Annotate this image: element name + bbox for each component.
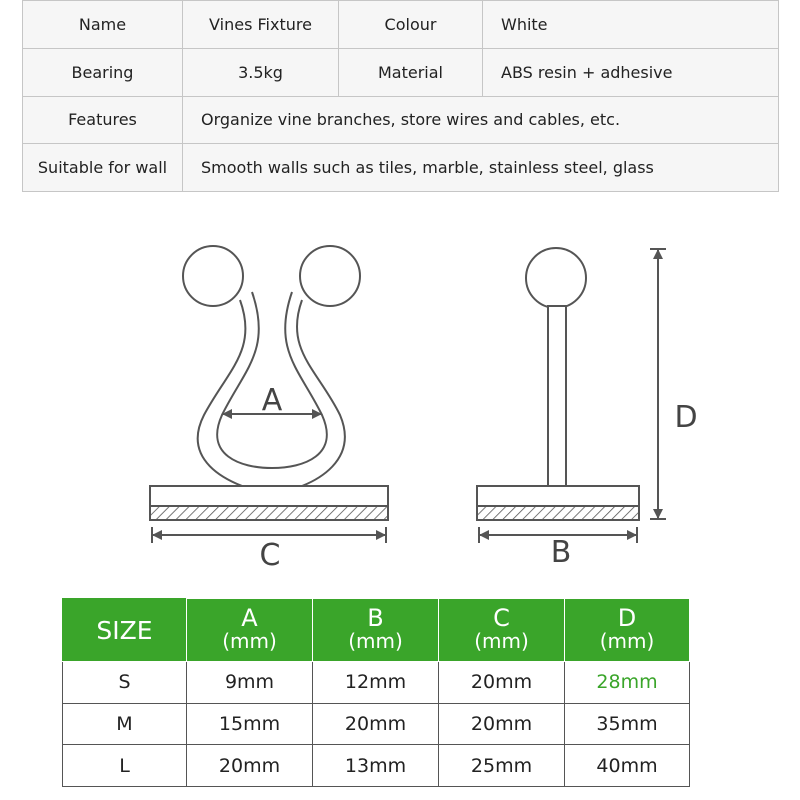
- size-cell-a: 20mm: [187, 745, 313, 787]
- spec-value-colour: White: [483, 1, 779, 49]
- header-size: SIZE: [63, 599, 187, 662]
- right-ball: [300, 246, 360, 306]
- spec-row-name: [23, 1, 779, 49]
- size-table-header: [63, 599, 690, 662]
- side-adhesive: [477, 506, 639, 520]
- arrow-b-right: [627, 530, 637, 540]
- size-cell-a: 9mm: [187, 662, 313, 704]
- spec-table: [22, 0, 779, 192]
- arrow-b-left: [479, 530, 489, 540]
- header-a-unit: (mm): [222, 629, 277, 653]
- spec-key-bearing: Bearing: [23, 48, 183, 96]
- header-d: [565, 599, 690, 662]
- size-label: L: [63, 745, 187, 787]
- spec-row-bearing: [23, 48, 779, 96]
- size-label: S: [63, 662, 187, 704]
- arrow-c-left: [152, 530, 162, 540]
- size-cell-c: 20mm: [439, 703, 565, 745]
- size-row-s: [63, 662, 690, 704]
- spec-value-features: Organize vine branches, store wires and cables, etc.: [183, 96, 779, 144]
- label-b: B: [550, 535, 572, 570]
- size-row-l: [63, 745, 690, 787]
- size-cell-d: 28mm: [565, 662, 690, 704]
- spec-value-name: Vines Fixture: [183, 1, 339, 49]
- size-row-m: [63, 703, 690, 745]
- header-a-letter: A: [241, 604, 258, 632]
- header-d-unit: (mm): [599, 629, 655, 653]
- arrow-d-top: [653, 249, 663, 259]
- side-base: [477, 486, 639, 506]
- spec-key-features: Features: [23, 96, 183, 144]
- spec-key-wall: Suitable for wall: [23, 144, 183, 192]
- header-b-letter: B: [367, 604, 384, 632]
- spec-value-bearing: 3.5kg: [183, 48, 339, 96]
- label-c: C: [259, 538, 281, 573]
- header-c: [439, 599, 565, 662]
- side-stem: [548, 306, 566, 486]
- header-d-letter: D: [617, 604, 637, 632]
- arrow-c-right: [376, 530, 386, 540]
- spec-key-name: Name: [23, 1, 183, 49]
- label-d: D: [674, 400, 698, 435]
- size-table: [62, 598, 690, 787]
- size-cell-d: 40mm: [565, 745, 690, 787]
- size-cell-c: 25mm: [439, 745, 565, 787]
- spec-key-material: Material: [339, 48, 483, 96]
- size-cell-d: 35mm: [565, 703, 690, 745]
- spec-value-material: ABS resin + adhesive: [483, 48, 779, 96]
- clip-inner: [217, 292, 327, 468]
- spec-value-wall: Smooth walls such as tiles, marble, stainless steel, glass: [183, 144, 779, 192]
- spec-row-wall: [23, 144, 779, 192]
- header-b-unit: (mm): [348, 629, 403, 653]
- label-a: A: [261, 383, 283, 418]
- header-b: [313, 599, 439, 662]
- arrow-d-bottom: [653, 509, 663, 519]
- side-ball: [526, 248, 586, 308]
- size-cell-c: 20mm: [439, 662, 565, 704]
- front-adhesive: [150, 506, 388, 520]
- spec-row-features: [23, 96, 779, 144]
- header-c-letter: C: [493, 604, 510, 632]
- header-c-unit: (mm): [474, 629, 529, 653]
- side-view: [477, 248, 666, 543]
- size-cell-b: 12mm: [313, 662, 439, 704]
- size-cell-b: 20mm: [313, 703, 439, 745]
- front-base: [150, 486, 388, 506]
- size-label: M: [63, 703, 187, 745]
- spec-key-colour: Colour: [339, 1, 483, 49]
- size-cell-a: 15mm: [187, 703, 313, 745]
- header-a: [187, 599, 313, 662]
- size-cell-b: 13mm: [313, 745, 439, 787]
- left-ball: [183, 246, 243, 306]
- product-diagram: [0, 200, 800, 590]
